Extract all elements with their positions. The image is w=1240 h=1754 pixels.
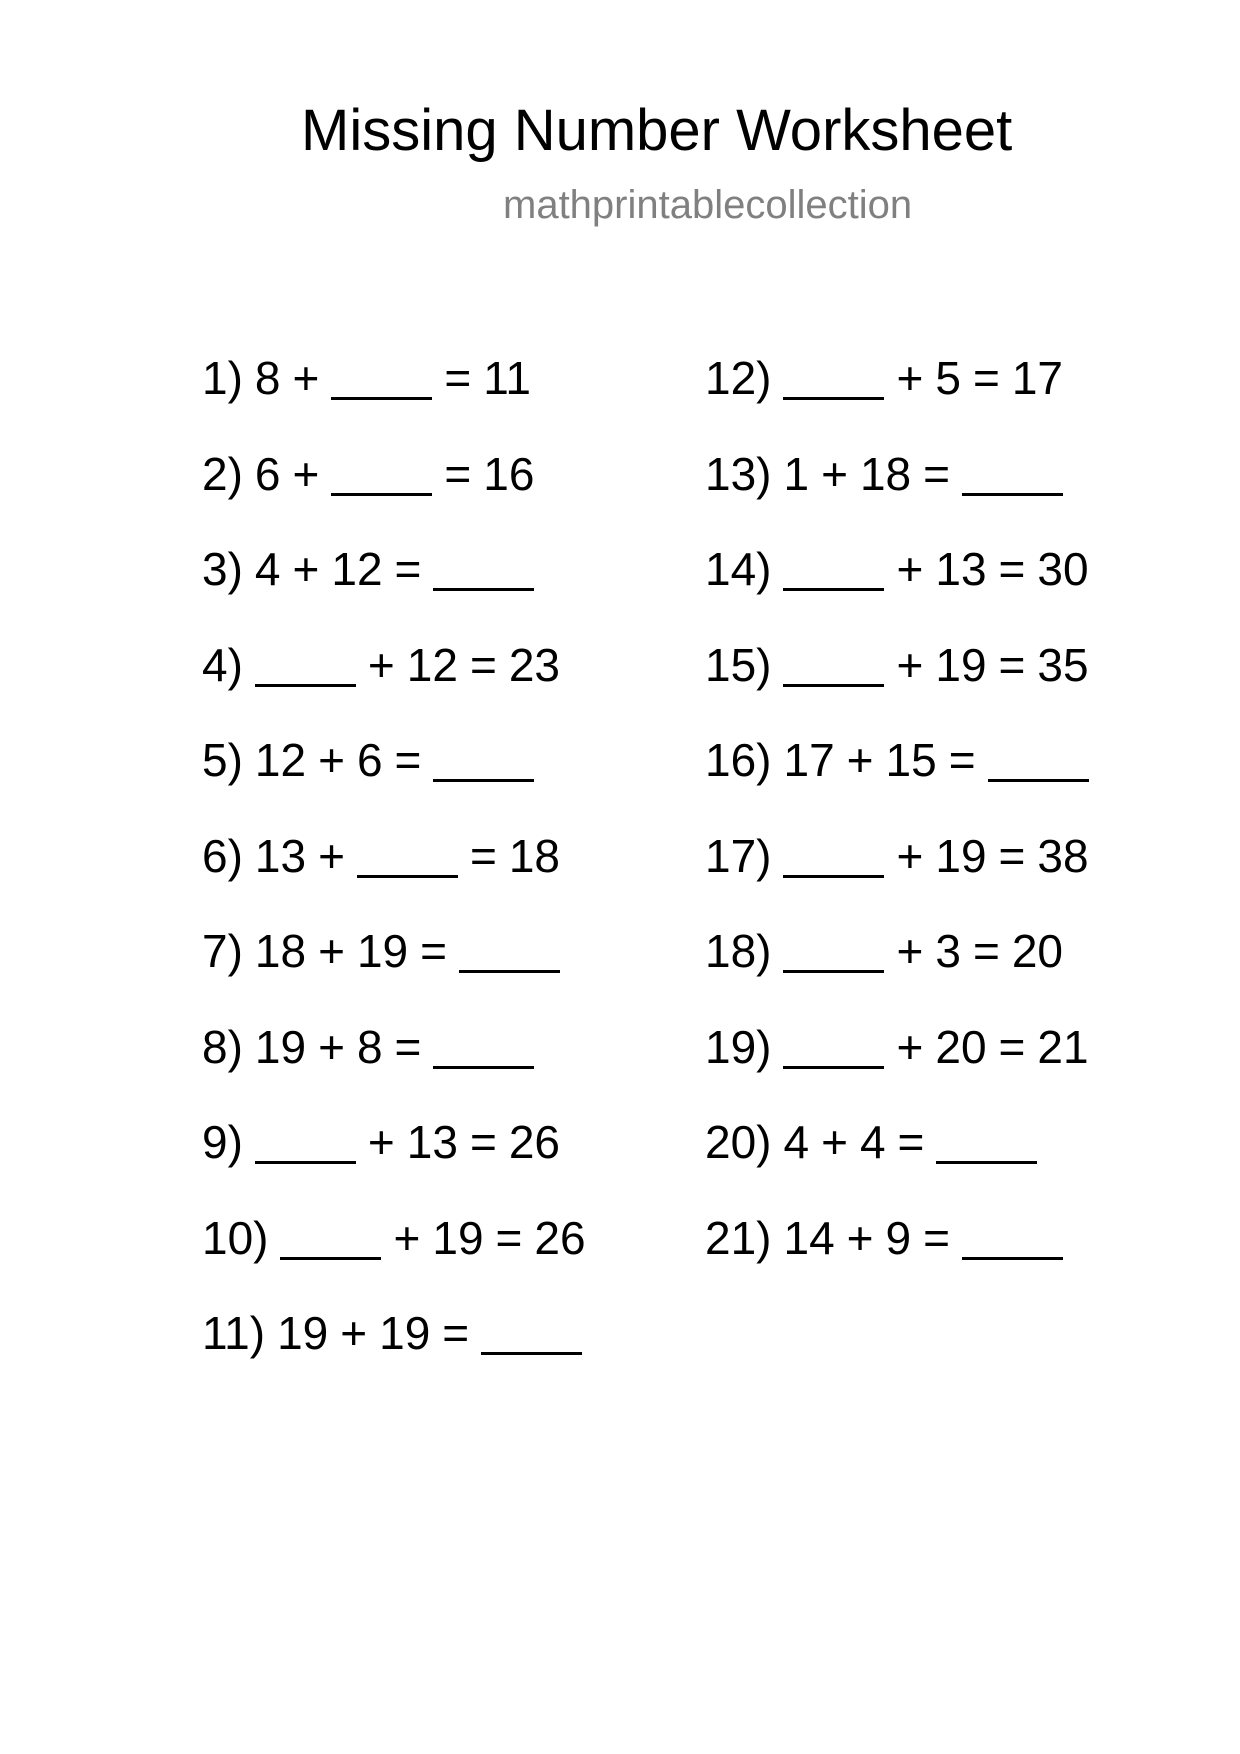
answer-blank[interactable] xyxy=(783,684,884,687)
answer-blank[interactable] xyxy=(988,779,1089,782)
operand: 5 xyxy=(935,352,961,404)
operator: + xyxy=(318,829,345,882)
answer-blank[interactable] xyxy=(433,1066,534,1069)
problem-row xyxy=(705,921,1089,1017)
problem-row xyxy=(705,730,1089,826)
operator: + xyxy=(896,638,924,691)
operand: 21 xyxy=(1037,1020,1089,1073)
problem-row xyxy=(202,1017,586,1113)
operand: 16 xyxy=(483,447,535,500)
operand: 15 xyxy=(885,734,937,786)
operand: 1 xyxy=(783,447,810,500)
operator: + xyxy=(896,543,924,595)
problem-row xyxy=(705,635,1089,731)
operator: + xyxy=(896,925,924,977)
operand: 12 xyxy=(331,543,383,595)
answer-blank[interactable] xyxy=(459,970,560,973)
problem-number: 7) xyxy=(202,925,243,977)
problem-row xyxy=(705,539,1089,635)
operator: = xyxy=(420,925,447,977)
operand: 9 xyxy=(885,1211,912,1264)
operand: 17 xyxy=(1011,352,1063,404)
operand: 18 xyxy=(254,925,307,977)
operand: 4 xyxy=(254,543,281,595)
operand: 18 xyxy=(859,447,912,500)
operator: + xyxy=(821,1116,848,1168)
operator: + xyxy=(292,543,320,595)
operand: 13 xyxy=(406,1116,458,1168)
operator: + xyxy=(846,1211,874,1264)
operand: 19 xyxy=(935,829,987,882)
operator: = xyxy=(998,1020,1026,1073)
operator: = xyxy=(998,543,1026,595)
answer-blank[interactable] xyxy=(936,1161,1037,1164)
operand: 12 xyxy=(406,638,458,691)
problem-number: 12) xyxy=(705,352,772,404)
problem-number: 21) xyxy=(705,1211,772,1264)
operator: + xyxy=(318,1020,345,1073)
operator: = xyxy=(923,1211,950,1264)
operand: 18 xyxy=(508,829,560,882)
problem-number: 13) xyxy=(705,447,772,500)
problem-row xyxy=(705,1208,1089,1304)
answer-blank[interactable] xyxy=(280,1257,381,1260)
operator: = xyxy=(495,1211,523,1264)
problem-number: 10) xyxy=(202,1211,269,1264)
operator: + xyxy=(292,352,320,404)
problem-row xyxy=(202,1303,586,1399)
problem-row xyxy=(705,826,1089,922)
operator: + xyxy=(318,734,345,786)
answer-blank[interactable] xyxy=(433,779,534,782)
answer-blank[interactable] xyxy=(783,397,884,400)
operand: 13 xyxy=(935,543,987,595)
problem-column-left xyxy=(202,348,586,1399)
problem-number: 9) xyxy=(202,1116,243,1168)
operator: + xyxy=(340,1307,368,1359)
operand: 19 xyxy=(277,1307,329,1359)
operand: 26 xyxy=(534,1211,586,1264)
operand: 38 xyxy=(1037,829,1089,882)
problem-row xyxy=(202,348,586,444)
problem-number: 2) xyxy=(202,447,243,500)
operand: 6 xyxy=(356,734,383,786)
operand: 19 xyxy=(356,925,409,977)
problem-row xyxy=(202,1208,586,1304)
operand: 12 xyxy=(254,734,307,786)
operand: 19 xyxy=(254,1020,307,1073)
operator: + xyxy=(896,1020,924,1073)
operator: = xyxy=(998,638,1026,691)
operand: 23 xyxy=(508,638,560,691)
problem-number: 11) xyxy=(202,1307,266,1359)
operator: = xyxy=(897,1116,925,1168)
operator: = xyxy=(394,734,422,786)
operator: + xyxy=(393,1211,421,1264)
answer-blank[interactable] xyxy=(255,684,356,687)
problem-row xyxy=(202,635,586,731)
operand: 19 xyxy=(432,1211,484,1264)
operand: 26 xyxy=(508,1116,560,1168)
answer-blank[interactable] xyxy=(433,588,534,591)
operand: 30 xyxy=(1037,543,1089,595)
problem-row xyxy=(202,921,586,1017)
problem-row xyxy=(202,444,586,540)
operand: 35 xyxy=(1037,638,1089,691)
problem-row xyxy=(705,348,1089,444)
answer-blank[interactable] xyxy=(331,493,432,496)
operand: 3 xyxy=(935,925,961,977)
answer-blank[interactable] xyxy=(481,1352,582,1355)
operator: = xyxy=(948,734,976,786)
operand: 4 xyxy=(859,1116,886,1168)
operator: = xyxy=(444,352,472,404)
answer-blank[interactable] xyxy=(783,875,884,878)
operand: 20 xyxy=(1011,925,1063,977)
operand: 8 xyxy=(254,352,281,404)
problem-row xyxy=(705,444,1089,540)
operand: 20 xyxy=(935,1020,987,1073)
problem-column-right xyxy=(705,348,1089,1303)
operand: 14 xyxy=(783,1211,835,1264)
page-subtitle: mathprintablecollection xyxy=(503,183,913,227)
operator: + xyxy=(367,1116,395,1168)
operator: = xyxy=(469,1116,497,1168)
operand: 4 xyxy=(783,1116,810,1168)
problem-number: 5) xyxy=(202,734,243,786)
problem-number: 17) xyxy=(705,829,772,882)
answer-blank[interactable] xyxy=(357,875,458,878)
operator: = xyxy=(442,1307,470,1359)
problem-number: 8) xyxy=(202,1020,243,1073)
operand: 19 xyxy=(379,1307,431,1359)
problem-number: 6) xyxy=(202,829,243,882)
problem-number: 1) xyxy=(202,352,243,404)
answer-blank[interactable] xyxy=(962,1257,1063,1260)
problem-row xyxy=(705,1112,1089,1208)
operator: = xyxy=(444,447,472,500)
operator: + xyxy=(896,352,924,404)
operator: + xyxy=(896,829,924,882)
operator: = xyxy=(469,638,497,691)
answer-blank[interactable] xyxy=(331,397,432,400)
problem-row xyxy=(202,730,586,826)
answer-blank[interactable] xyxy=(783,1066,884,1069)
problem-number: 19) xyxy=(705,1020,772,1073)
problem-number: 20) xyxy=(705,1116,772,1168)
operand: 13 xyxy=(254,829,307,882)
operand: 11 xyxy=(483,352,532,404)
operand: 17 xyxy=(783,734,835,786)
problem-number: 15) xyxy=(705,638,772,691)
operand: 19 xyxy=(935,638,987,691)
page-title: Missing Number Worksheet xyxy=(301,98,1013,163)
problem-row xyxy=(705,1017,1089,1113)
operator: + xyxy=(846,734,874,786)
operator: = xyxy=(469,829,497,882)
operator: = xyxy=(394,1020,422,1073)
problem-number: 3) xyxy=(202,543,243,595)
operator: = xyxy=(998,829,1026,882)
operator: + xyxy=(367,638,395,691)
operator: + xyxy=(318,925,345,977)
operator: = xyxy=(394,543,422,595)
operator: = xyxy=(972,352,1000,404)
problem-number: 4) xyxy=(202,638,243,691)
answer-blank[interactable] xyxy=(783,970,884,973)
problem-number: 14) xyxy=(705,543,772,595)
operator: + xyxy=(821,447,848,500)
problem-number: 18) xyxy=(705,925,772,977)
answer-blank[interactable] xyxy=(255,1161,356,1164)
operator: = xyxy=(923,447,950,500)
answer-blank[interactable] xyxy=(783,588,884,591)
problem-number: 16) xyxy=(705,734,772,786)
answer-blank[interactable] xyxy=(962,493,1063,496)
problem-row xyxy=(202,1112,586,1208)
problem-row xyxy=(202,826,586,922)
operator: = xyxy=(972,925,1000,977)
problem-row xyxy=(202,539,586,635)
operator: + xyxy=(292,447,320,500)
operand: 8 xyxy=(356,1020,383,1073)
operand: 6 xyxy=(254,447,281,500)
